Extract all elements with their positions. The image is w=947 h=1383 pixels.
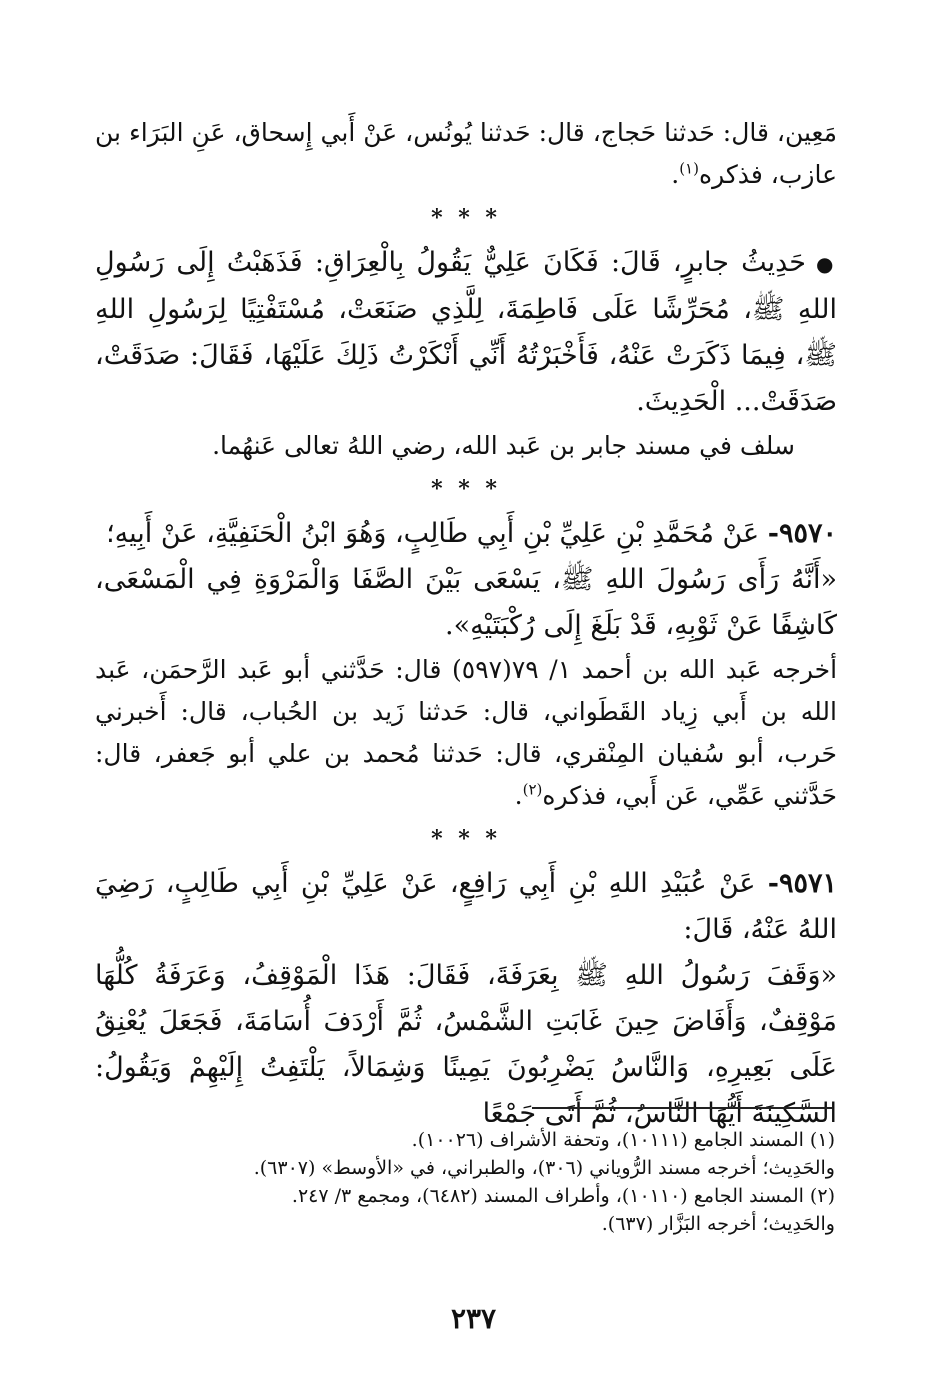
hadith-jabir-text: حَدِيثُ جابرٍ، قَالَ: فَكَانَ عَلِيٌّ يَقُولُ بِالْعِرَاقِ: فَذَهَبْتُ إِلَى رَسُولِ اللهِ ﷺ، مُحَرِّشًا عَلَى فَاطِمَةَ، لِلَّذِي صَنَعَتْ، مُسْتَفْتِيًا لِرَسُولِ اللهِ ﷺ، فِيمَا ذَكَرَتْ عَنْهُ، فَأَخْبَرْتُهُ أَنِّي أَنْكَرْتُ ذَلِكَ عَلَيْهَا، فَقَالَ: صَدَقَتْ، صَدَقَتْ... الْحَدِيثَ. bbox=[95, 247, 837, 417]
hadith-jabir bbox=[95, 240, 837, 425]
footnote-line: (١) المسند الجامع (١٠١١١)، وتحفة الأشراف (١٠٠٢٦). bbox=[411, 1129, 835, 1151]
hadith-9570-chain bbox=[95, 511, 837, 557]
section-divider-stars: * * * bbox=[431, 476, 501, 502]
footnote-line: (٢) المسند الجامع (١٠١١٠)، وأطراف المسند (٦٤٨٢)، ومجمع ٣/ ٢٤٧. bbox=[291, 1185, 835, 1207]
section-divider-stars: * * * bbox=[431, 826, 501, 852]
bullet-icon: ● bbox=[816, 252, 837, 276]
hadith-9571-matn: «وَقَفَ رَسُولُ اللهِ ﷺ بِعَرَفَةَ، فَقَالَ: هَذَا الْمَوْقِفُ، وَعَرَفَةُ كُلُّهَا مَوْقِفٌ، وَأَفَاضَ حِينَ غَابَتِ الشَّمْسُ، ثُمَّ أَرْدَفَ أُسَامَةَ، فَجَعَلَ يُعْنِقُ عَلَى بَعِيرِهِ، وَالنَّاسُ يَضْرِبُونَ يَمِينًا وَشِمَالاً، يَلْتَفِتُ إِلَيْهِمْ وَيَقُولُ: السَّكِينَةَ أَيُّهَا النَّاسُ، ثُمَّ أَتَى جَمْعًا bbox=[95, 960, 837, 1129]
paragraph-1-text: مَعِين، قال: حَدثنا حَجاج، قال: حَدثنا يُونُس، عَنْ أَبي إِسحاق، عَنِ البَرَاء بن عازب، فذكره bbox=[95, 118, 837, 189]
hadith-9570-matn: «أَنَّهُ رَأَى رَسُولَ اللهِ ﷺ، يَسْعَى بَيْنَ الصَّفَا وَالْمَرْوَةِ فِي الْمَسْعَى، كَاشِفًا عَنْ ثَوْبِهِ، قَدْ بَلَغَ إِلَى رُكْبَتَيْهِ». bbox=[95, 564, 837, 641]
hadith-9571-chain bbox=[95, 861, 837, 953]
footnote-line: والحَدِيث؛ أخرجه البَزَّار (٦٣٧). bbox=[601, 1213, 835, 1235]
takhrij-9570: أخرجه عَبد الله بن أحمد ١/ ٧٩(٥٩٧) قال: حَدَّثني أبو عَبد الرَّحمَن، عَبد الله بن أَبي زِياد القَطَواني، قال: حَدثنا زَيد بن الحُباب، قال: أَخبرني حَرب، أبو سُفيان المِنْقري، قال: حَدثنا مُحمد بن علي أبو جَعفر، قال: حَدَّثني عَمِّي، عَن أَبي، فذكره$^{(٢)}$. bbox=[95, 655, 838, 810]
footnotes bbox=[215, 1126, 835, 1238]
section-divider-stars: * * * bbox=[431, 205, 501, 231]
footnote-separator bbox=[532, 1107, 832, 1109]
page-number: ٢٣٧ bbox=[450, 1302, 497, 1335]
footnote-ref-1: (١) bbox=[679, 159, 699, 178]
commentary-jabir: سلف في مسند جابر بن عَبد الله، رضي اللهُ تعالى عَنهُما. bbox=[212, 431, 795, 460]
page-body bbox=[95, 112, 837, 1137]
footnote-line: والحَدِيث؛ أخرجه مسند الرُّوياني (٣٠٦)، والطبراني، في «الأوسط» (٦٣٠٧). bbox=[253, 1157, 835, 1179]
hadith-number: ٩٥٧٠- bbox=[767, 518, 837, 549]
takhrij-9570-text: أخرجه عَبد الله بن أحمد ١/ ٧٩(٥٩٧) قال: حَدَّثني أبو عَبد الرَّحمَن، عَبد الله بن أَبي زِياد القَطَواني، قال: حَدثنا زَيد بن الحُباب، قال: أَخبرني حَرب، أبو سُفيان المِنْقري، قال: حَدثنا مُحمد بن علي أبو جَعفر، قال: حَدَّثني عَمِّي، عَن أَبي، فذكره bbox=[95, 655, 838, 810]
hadith-number: ٩٥٧١- bbox=[767, 868, 837, 899]
hadith-9570-isnad: عَنْ مُحَمَّدِ بْنِ عَلِيِّ بْنِ أَبِي طَالِبٍ، وَهُوَ ابْنُ الْحَنَفِيَّةِ، عَنْ أَبِيهِ؛ bbox=[106, 518, 760, 549]
paragraph-1: مَعِين، قال: حَدثنا حَجاج، قال: حَدثنا يُونُس، عَنْ أَبي إِسحاق، عَنِ البَرَاء بن عازب، فذكره$^{(١)}$. bbox=[95, 118, 837, 189]
hadith-9571-isnad: عَنْ عُبَيْدِ اللهِ بْنِ أَبِي رَافِعٍ، عَنْ عَلِيِّ بْنِ أَبِي طَالِبٍ، رَضِيَ اللهُ عَنْهُ، قَالَ: bbox=[95, 868, 837, 945]
footnote-ref-2: (٢) bbox=[522, 780, 543, 799]
